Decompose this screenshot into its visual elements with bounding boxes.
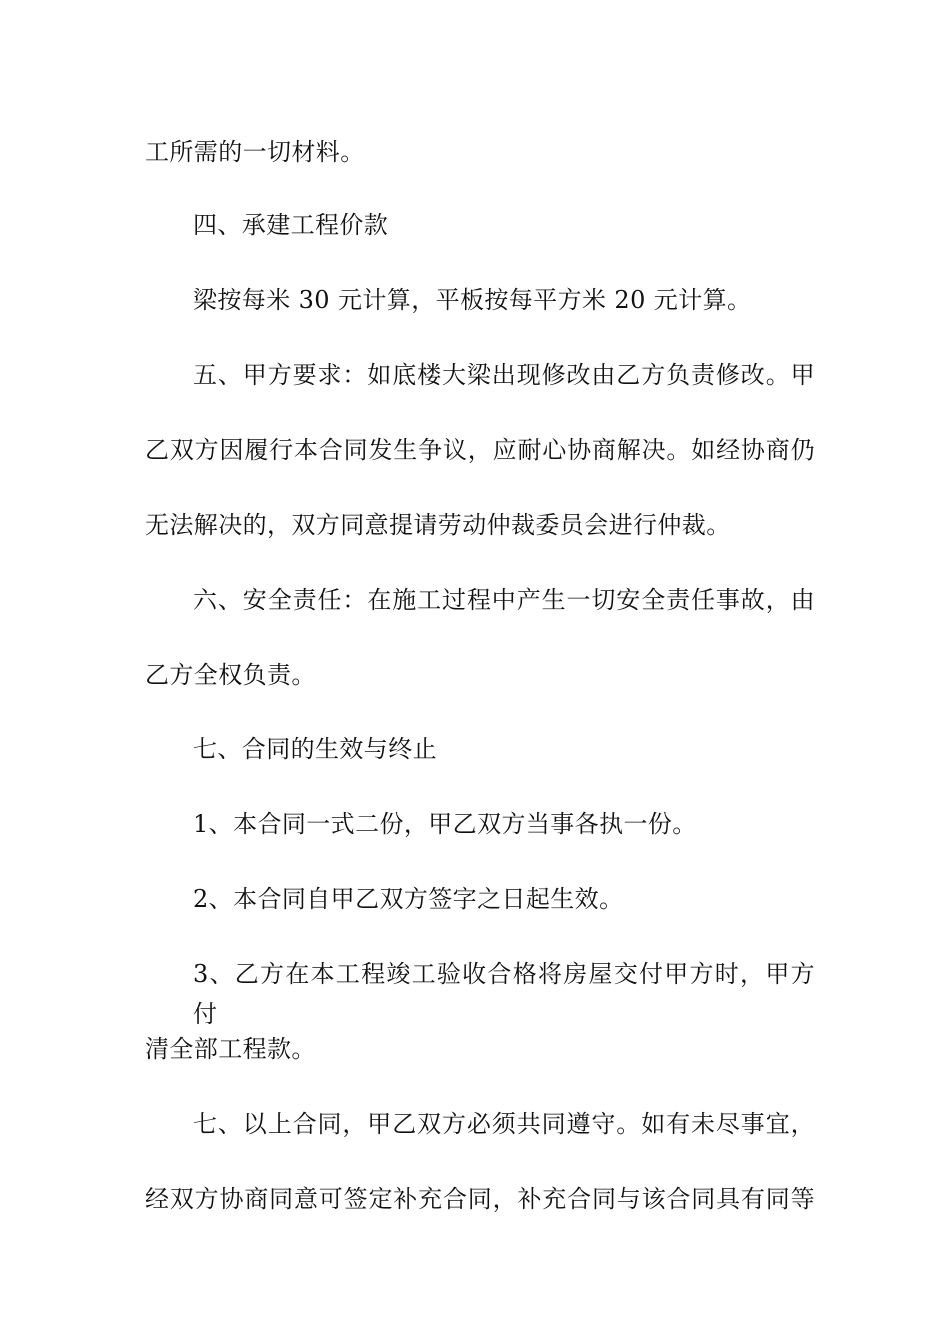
clause-1: 1、本合同一式二份，甲乙双方当事各执一份。 xyxy=(193,810,697,838)
section-heading-7b: 七、以上合同，甲乙双方必须共同遵守。如有未尽事宜， xyxy=(193,1110,815,1138)
clause-3: 3、乙方在本工程竣工验收合格将房屋交付甲方时，甲方付 xyxy=(193,960,815,1028)
text-line-3: 梁按每米 30 元计算，平板按每平方米 20 元计算。 xyxy=(193,286,752,314)
clause-2: 2、本合同自甲乙双方签字之日起生效。 xyxy=(193,885,624,913)
section-heading-5: 五、甲方要求：如底楼大梁出现修改由乙方负责修改。甲 xyxy=(193,361,815,389)
section-heading-6: 六、安全责任：在施工过程中产生一切安全责任事故，由 xyxy=(193,586,815,614)
section-heading-7: 七、合同的生效与终止 xyxy=(193,735,437,763)
text-line-5: 乙双方因履行本合同发生争议，应耐心协商解决。如经协商仍 xyxy=(145,436,815,464)
section-heading-4: 四、承建工程价款 xyxy=(193,211,389,239)
text-line-15: 经双方协商同意可签定补充合同，补充合同与该合同具有同等 xyxy=(145,1185,815,1213)
text-line-8: 乙方全权负责。 xyxy=(145,661,316,689)
text-line-13: 清全部工程款。 xyxy=(145,1035,316,1063)
text-line-1: 工所需的一切材料。 xyxy=(145,138,365,166)
text-line-6: 无法解决的，双方同意提请劳动仲裁委员会进行仲裁。 xyxy=(145,511,731,539)
